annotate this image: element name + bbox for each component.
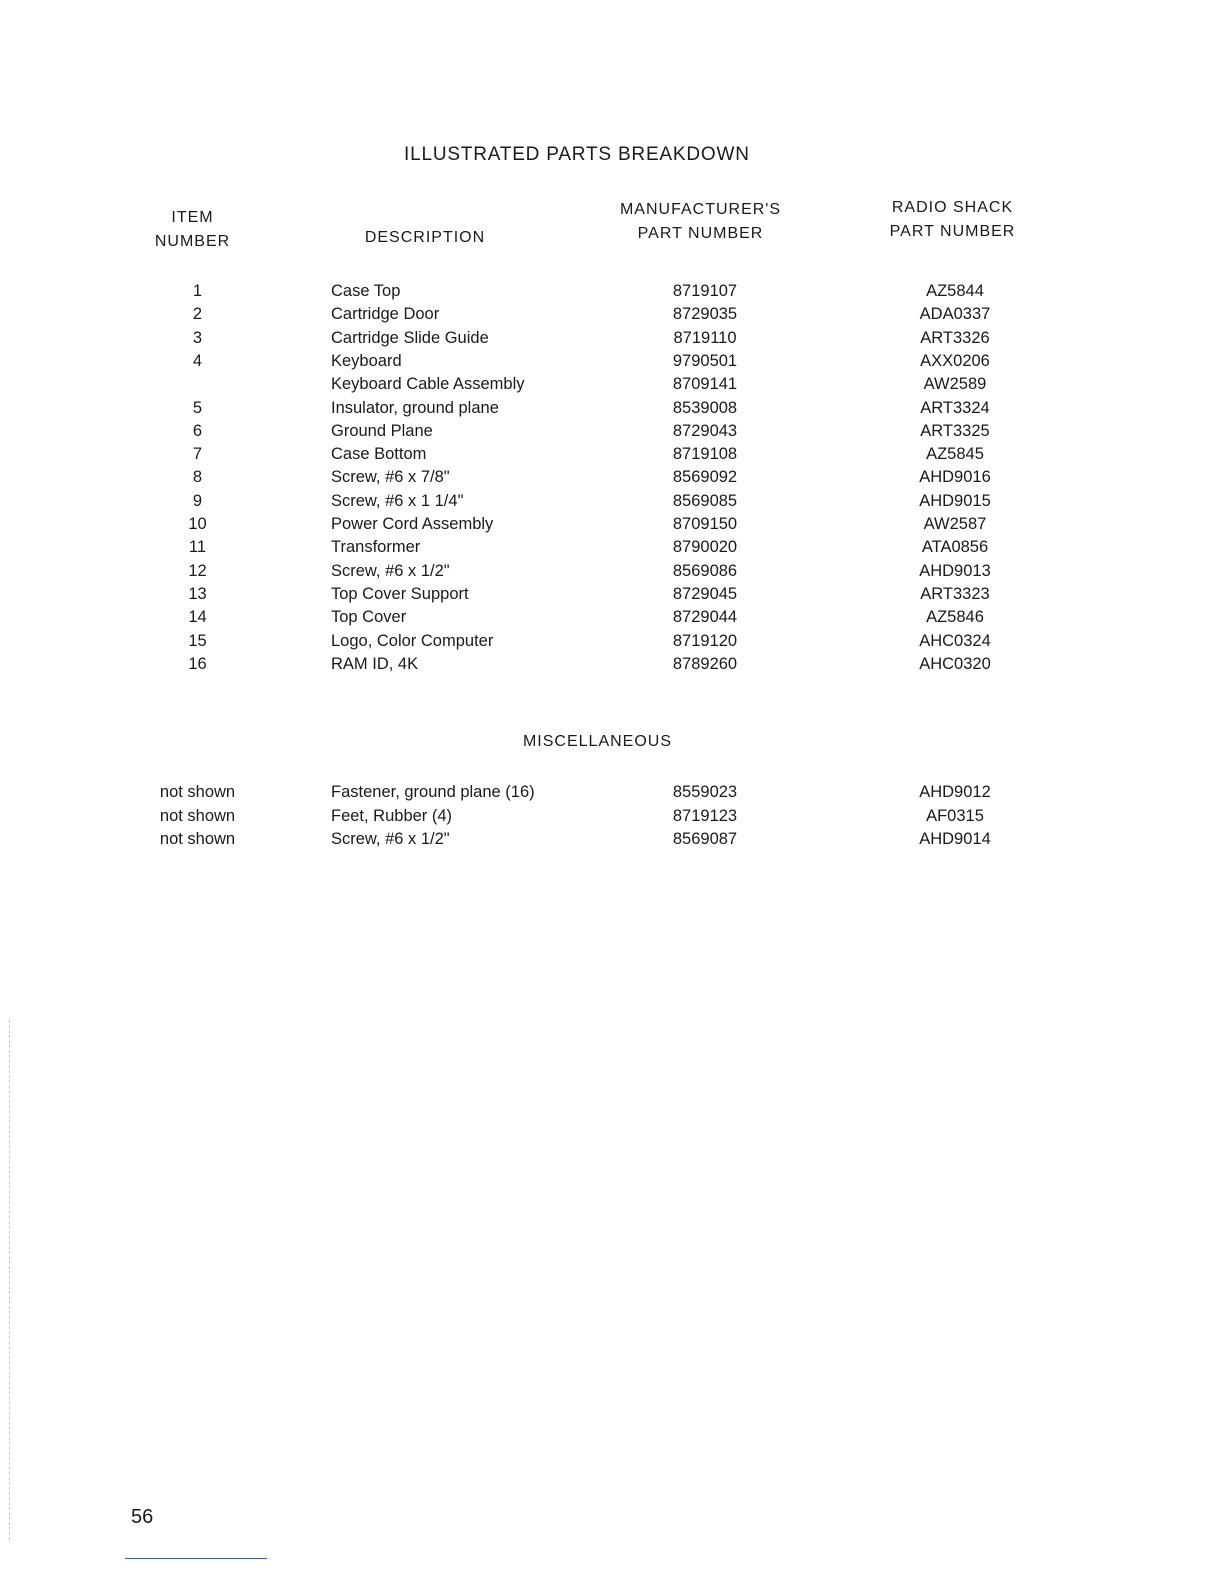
- table-row: [0, 445, 1224, 468]
- manufacturer-part-number: 8719123: [672, 806, 738, 825]
- radio-shack-part-number: ATA0856: [921, 538, 989, 557]
- table-row: [0, 783, 1224, 806]
- header-mfr-line2: PART NUMBER: [637, 225, 764, 242]
- radio-shack-part-number: AZ5845: [926, 445, 984, 464]
- manufacturer-part-number: 8719107: [672, 282, 738, 300]
- description: Top Cover: [331, 608, 407, 627]
- radio-shack-part-number: AXX0206: [920, 351, 990, 370]
- radio-shack-part-number: AZ5844: [926, 282, 984, 300]
- item-number: 15: [188, 631, 207, 650]
- description: Fastener, ground plane (16): [331, 783, 535, 801]
- item-number: not shown: [159, 830, 236, 848]
- manufacturer-part-number: 8790020: [672, 538, 738, 557]
- header-description: [345, 226, 505, 250]
- manufacturer-part-number: 8729043: [672, 421, 738, 440]
- manufacturer-part-number: 8709150: [672, 515, 738, 533]
- header-rs-line1: RADIO SHACK: [891, 199, 1014, 216]
- description: Logo, Color Computer: [331, 631, 494, 650]
- description: Keyboard: [331, 351, 402, 370]
- table-row: [0, 468, 1224, 491]
- description: Screw, #6 x 1/2": [331, 830, 450, 848]
- manufacturer-part-number: 8719110: [673, 328, 737, 347]
- item-number: 4: [192, 351, 203, 370]
- radio-shack-part-number: AZ5846: [926, 608, 984, 627]
- header-item-line1: ITEM: [171, 209, 214, 226]
- radio-shack-part-number: ART3324: [920, 398, 990, 417]
- manufacturer-part-number: 8709141: [672, 375, 738, 394]
- radio-shack-part-number: AHD9014: [919, 830, 991, 848]
- radio-shack-part-number: AHD9013: [919, 561, 991, 580]
- radio-shack-part-number: ADA0337: [919, 305, 991, 324]
- page-number: 56: [131, 1506, 154, 1528]
- manufacturer-part-number: 8539008: [672, 398, 738, 417]
- table-row: [0, 515, 1224, 538]
- item-number: 12: [188, 561, 207, 580]
- manufacturer-part-number: 8569085: [672, 491, 738, 510]
- header-item-line2: NUMBER: [154, 233, 231, 250]
- manufacturer-part-number: 8569092: [672, 468, 738, 487]
- description: Cartridge Door: [331, 305, 440, 324]
- description: Screw, #6 x 1 1/4": [331, 491, 464, 510]
- description: Keyboard Cable Assembly: [331, 375, 525, 394]
- header-manufacturer-part-number: [588, 198, 813, 246]
- item-number: 8: [192, 468, 203, 487]
- table-row: [0, 282, 1224, 305]
- table-row: [0, 538, 1224, 561]
- item-number: 3: [192, 328, 203, 347]
- table-row: [0, 562, 1224, 585]
- item-number: 6: [192, 421, 203, 440]
- description: RAM ID, 4K: [331, 654, 419, 673]
- description: Screw, #6 x 7/8": [331, 468, 450, 487]
- description: Case Bottom: [331, 445, 427, 464]
- description: Transformer: [331, 538, 421, 557]
- manufacturer-part-number: 8719120: [672, 631, 738, 650]
- header-mfr-line1: MANUFACTURER'S: [619, 201, 782, 218]
- table-row: [0, 655, 1224, 678]
- item-number: 16: [188, 654, 207, 673]
- table-row: [0, 352, 1224, 375]
- radio-shack-part-number: AHC0320: [919, 654, 991, 673]
- manufacturer-part-number: 8569087: [672, 830, 738, 848]
- item-number: 1: [192, 282, 203, 300]
- manufacturer-part-number: 8729044: [672, 608, 738, 627]
- description: Power Cord Assembly: [331, 515, 494, 533]
- radio-shack-part-number: AF0315: [926, 806, 984, 825]
- item-number: 9: [192, 491, 203, 510]
- table-row: [0, 585, 1224, 608]
- item-number: 2: [192, 305, 203, 324]
- item-number: not shown: [159, 806, 236, 825]
- radio-shack-part-number: AHD9016: [919, 468, 991, 487]
- table-row: [0, 807, 1224, 830]
- description: Case Top: [331, 282, 401, 300]
- table-row: [0, 422, 1224, 445]
- table-row: [0, 305, 1224, 328]
- radio-shack-part-number: ART3325: [920, 421, 990, 440]
- table-row: [0, 608, 1224, 631]
- radio-shack-part-number: AHC0324: [919, 631, 991, 650]
- header-description-label: DESCRIPTION: [364, 229, 486, 246]
- description: Insulator, ground plane: [331, 398, 499, 417]
- description: Feet, Rubber (4): [331, 806, 453, 825]
- manufacturer-part-number: 8559023: [672, 783, 738, 801]
- header-radio-shack-part-number: [855, 196, 1050, 244]
- manufacturer-part-number: 8719108: [672, 445, 738, 464]
- item-number: 5: [192, 398, 203, 417]
- item-number: not shown: [159, 783, 236, 801]
- manufacturer-part-number: 8729045: [672, 584, 738, 603]
- radio-shack-part-number: AW2587: [923, 515, 987, 533]
- item-number: 13: [188, 584, 207, 603]
- description: Top Cover Support: [331, 584, 469, 603]
- table-row: [0, 830, 1224, 853]
- description: Ground Plane: [331, 421, 433, 440]
- description: Screw, #6 x 1/2": [331, 561, 450, 580]
- table-row: [0, 329, 1224, 352]
- manufacturer-part-number: 8569086: [672, 561, 738, 580]
- table-row: [0, 375, 1224, 398]
- misc-section-title: MISCELLANEOUS: [522, 733, 673, 750]
- description: Cartridge Slide Guide: [331, 328, 489, 347]
- table-row: [0, 399, 1224, 422]
- item-number: 10: [188, 515, 207, 533]
- header-rs-line2: PART NUMBER: [889, 223, 1016, 240]
- item-number: 14: [188, 608, 207, 627]
- radio-shack-part-number: ART3323: [920, 584, 990, 603]
- table-row: [0, 632, 1224, 655]
- item-number: 7: [192, 445, 203, 464]
- manufacturer-part-number: 9790501: [672, 351, 738, 370]
- table-row: [0, 492, 1224, 515]
- header-item-number: [130, 206, 255, 254]
- page-title: ILLUSTRATED PARTS BREAKDOWN: [404, 144, 750, 165]
- manufacturer-part-number: 8789260: [672, 654, 738, 673]
- radio-shack-part-number: AHD9015: [919, 491, 991, 510]
- radio-shack-part-number: AHD9012: [919, 783, 991, 801]
- footer-rule: [125, 1558, 267, 1559]
- radio-shack-part-number: ART3326: [920, 328, 990, 347]
- scan-edge-mark: [9, 1020, 11, 1540]
- item-number: 11: [188, 538, 207, 557]
- radio-shack-part-number: AW2589: [923, 375, 987, 394]
- manufacturer-part-number: 8729035: [672, 305, 738, 324]
